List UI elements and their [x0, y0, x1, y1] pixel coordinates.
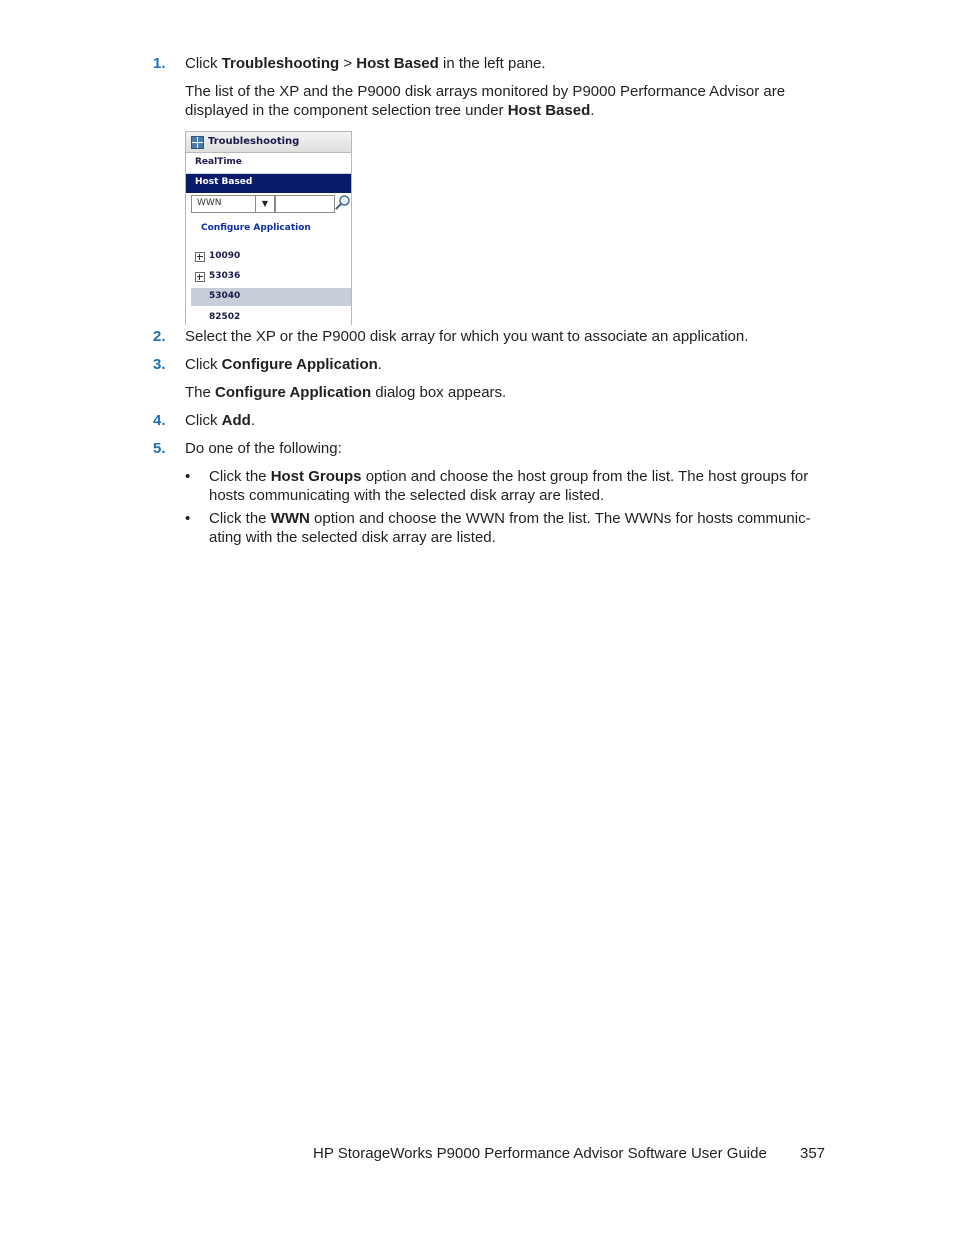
bullet-dot: •	[185, 510, 191, 527]
panel-header-title: Troubleshooting	[208, 136, 300, 147]
nav-item-host-based-label: Host Based	[195, 177, 253, 187]
troubleshooting-panel-screenshot	[185, 131, 352, 325]
tree-item-label: 53036	[209, 271, 241, 281]
chevron-down-icon[interactable]: ▼	[255, 196, 274, 212]
tree-item-label: 10090	[209, 251, 241, 261]
tree-item-selected[interactable]	[191, 288, 351, 306]
search-icon[interactable]	[335, 194, 351, 210]
step-text: Do one of the following:	[185, 440, 342, 457]
footer-title: HP StorageWorks P9000 Performance Advisor Software User Guide	[313, 1145, 767, 1162]
bullet-dot: •	[185, 468, 191, 485]
nav-item-realtime[interactable]	[186, 153, 351, 174]
bullet-text: Click the WWN option and choose the WWN from the list. The WWNs for hosts communic-ating with the selected disk array are listed.	[209, 510, 811, 546]
expand-icon[interactable]	[195, 252, 205, 262]
step-text: Select the XP or the P9000 disk array for which you want to associate an application.	[185, 328, 749, 345]
filter-type-value: WWN	[197, 198, 222, 208]
filter-type-select[interactable]	[191, 195, 275, 213]
configure-application-link[interactable]: Configure Application	[201, 223, 311, 233]
step-number: 2.	[153, 328, 166, 345]
tree-item[interactable]	[191, 268, 351, 286]
expand-icon[interactable]	[195, 272, 205, 282]
tree-item[interactable]	[191, 309, 351, 325]
step-text: Click Add.	[185, 412, 256, 429]
tree-item-label: 82502	[209, 312, 241, 322]
page-number: 357	[800, 1145, 826, 1162]
grid-icon	[191, 136, 204, 149]
panel-header[interactable]	[186, 132, 351, 153]
step-number: 1.	[153, 55, 166, 72]
nav-item-realtime-label: RealTime	[195, 157, 242, 167]
tree-item-label: 53040	[209, 291, 241, 301]
tree-item[interactable]	[191, 248, 351, 266]
search-input[interactable]	[275, 195, 335, 213]
step-number: 5.	[153, 440, 166, 457]
step-1-description: The list of the XP and the P9000 disk arrays monitored by P9000 Performance Advisor are displayed in the component selection tree under Host Based.	[185, 83, 786, 119]
step-text: Click Troubleshooting > Host Based in the left pane.	[185, 55, 546, 72]
step-text: Click Configure Application.	[185, 356, 382, 373]
step-number: 4.	[153, 412, 166, 429]
bullet-text: Click the Host Groups option and choose the host group from the list. The host groups for hosts communicating with the selected disk array are listed.	[209, 468, 809, 504]
nav-item-host-based[interactable]	[186, 174, 351, 193]
step-number: 3.	[153, 356, 166, 373]
step-3-description: The Configure Application dialog box appears.	[185, 384, 507, 401]
